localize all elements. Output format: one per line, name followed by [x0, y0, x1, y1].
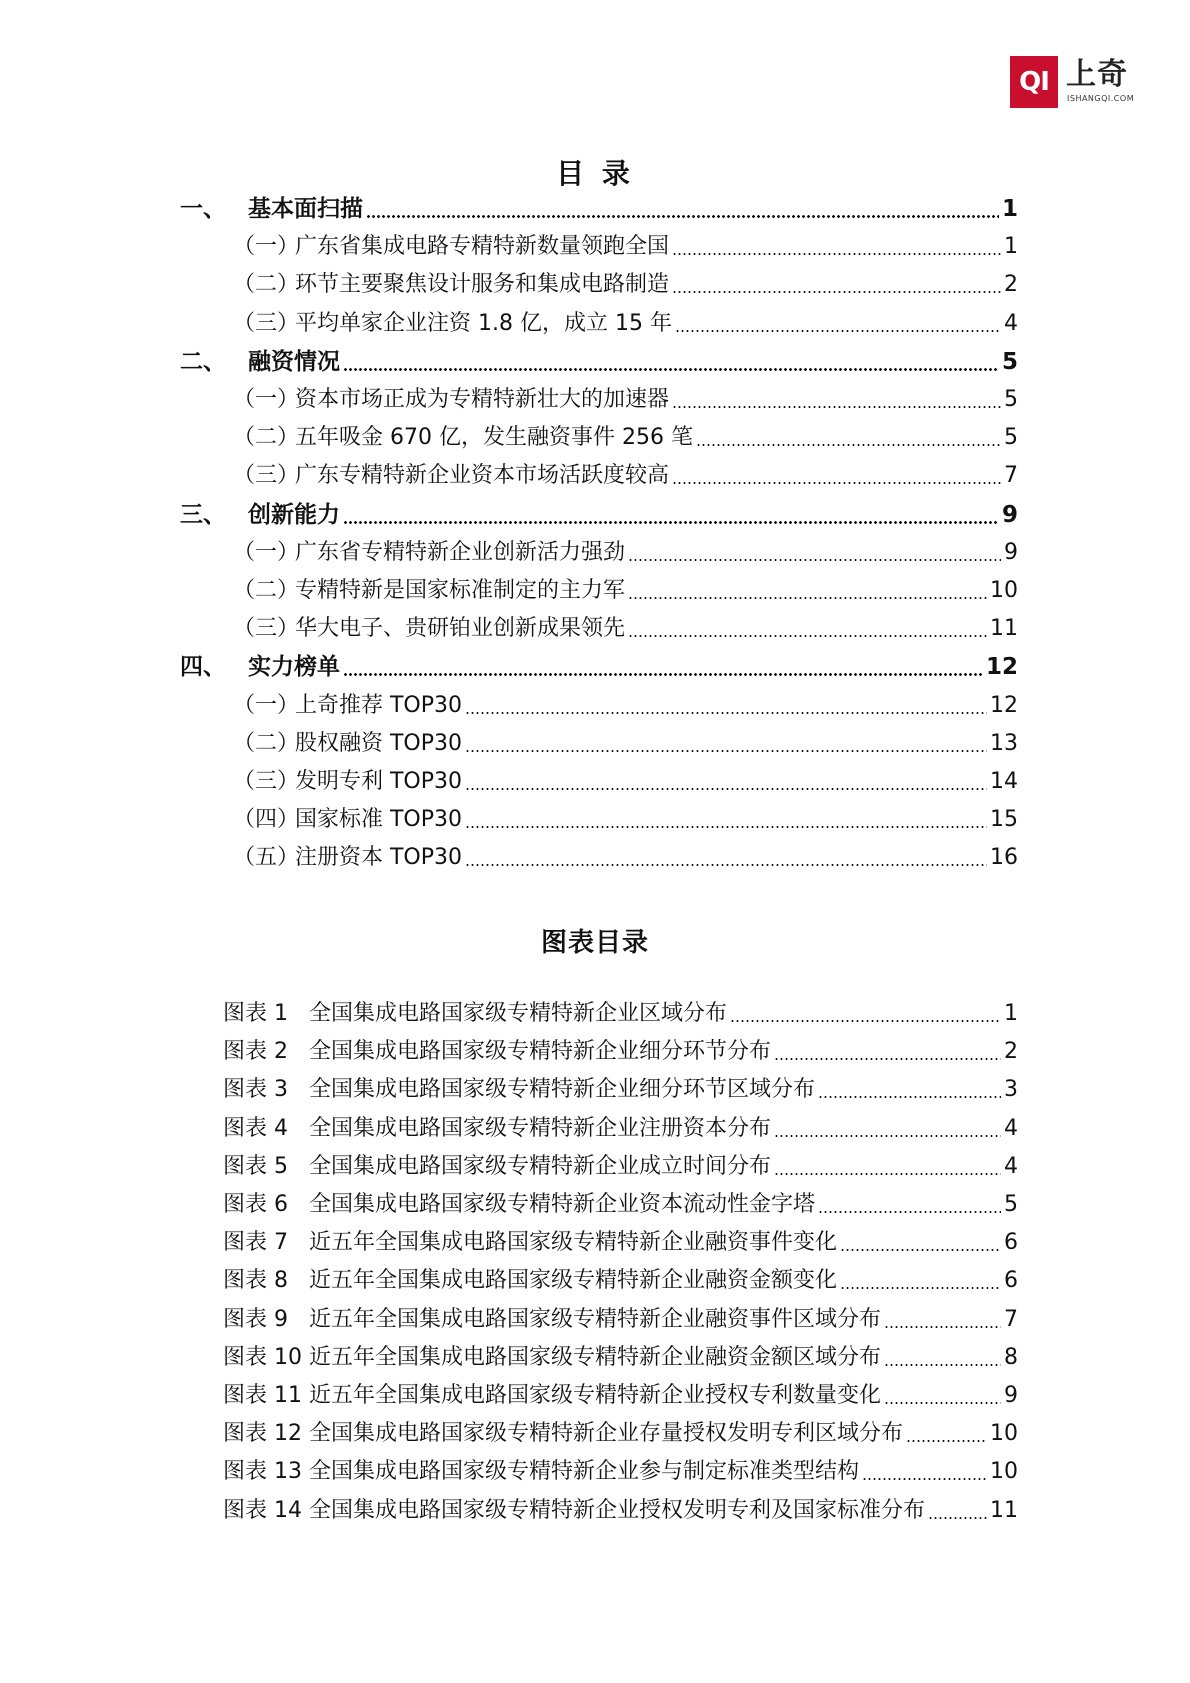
- figure-entry-page: 10: [990, 1421, 1018, 1446]
- toc-subsection-page: 4: [1004, 311, 1018, 336]
- toc-subsection-number: （三）: [233, 463, 300, 488]
- figure-entry-page: 9: [1004, 1383, 1018, 1408]
- toc-section-leader: [343, 521, 999, 524]
- figure-entry-number: 图表 8: [223, 1268, 288, 1293]
- figure-entry-leader: [884, 1402, 1001, 1404]
- figure-entry-label: 近五年全国集成电路国家级专精特新企业融资事件变化: [309, 1230, 838, 1255]
- figure-entry-label: 全国集成电路国家级专精特新企业细分环节区域分布: [309, 1077, 816, 1102]
- figure-entry-leader: [884, 1326, 1001, 1328]
- toc-subsection[interactable]: [233, 618, 1018, 640]
- toc-subsection-page: 15: [990, 807, 1018, 832]
- toc-subsection-label: 平均单家企业注资 1.8 亿，成立 15 年: [295, 311, 672, 336]
- figure-entry[interactable]: [223, 1156, 1018, 1178]
- figure-entry-leader: [840, 1249, 1001, 1251]
- toc-subsection-number: （一）: [233, 387, 300, 412]
- figure-entry-leader: [818, 1096, 1001, 1098]
- toc-subsection-label: 华大电子、贵研铂业创新成果领先: [295, 616, 626, 641]
- toc-subsection-page: 5: [1004, 387, 1018, 412]
- figure-entry-number: 图表 14: [223, 1498, 302, 1523]
- toc-subsection-leader: [465, 712, 987, 714]
- figure-entry-label: 近五年全国集成电路国家级专精特新企业授权专利数量变化: [309, 1383, 882, 1408]
- toc-subsection[interactable]: [233, 695, 1018, 717]
- toc-subsection-page: 7: [1004, 463, 1018, 488]
- figure-entry[interactable]: [223, 1423, 1018, 1445]
- toc-section-page: 12: [985, 654, 1018, 680]
- toc-subsection-number: （五）: [233, 845, 300, 870]
- toc-subsection[interactable]: [233, 542, 1018, 564]
- logo-mark-icon: QI: [1010, 56, 1058, 108]
- figure-entry-label: 全国集成电路国家级专精特新企业注册资本分布: [309, 1116, 772, 1141]
- figure-entry-label: 近五年全国集成电路国家级专精特新企业融资事件区域分布: [309, 1307, 882, 1332]
- company-logo: [1010, 56, 1150, 112]
- toc-subsection-page: 11: [990, 616, 1018, 641]
- figure-entry-label: 全国集成电路国家级专精特新企业成立时间分布: [309, 1154, 772, 1179]
- figure-entry-page: 10: [990, 1459, 1018, 1484]
- toc-section[interactable]: [180, 656, 1018, 679]
- figure-entry-number: 图表 1: [223, 1001, 288, 1026]
- toc-subsection[interactable]: [233, 847, 1018, 869]
- toc-subsection[interactable]: [233, 274, 1018, 296]
- figure-entry-number: 图表 4: [223, 1116, 288, 1141]
- toc-subsection[interactable]: [233, 580, 1018, 602]
- toc-subsection-label: 股权融资 TOP30: [295, 731, 463, 756]
- toc-subsection-number: （三）: [233, 311, 300, 336]
- toc-subsection-number: （三）: [233, 616, 300, 641]
- toc-subsection-label: 环节主要聚焦设计服务和集成电路制造: [295, 272, 670, 297]
- toc-subsection-leader: [672, 482, 1001, 484]
- figure-entry-number: 图表 2: [223, 1039, 288, 1064]
- toc-subsection-leader: [672, 253, 1001, 255]
- toc-section[interactable]: [180, 198, 1018, 221]
- toc-section-page: 9: [1001, 502, 1018, 528]
- toc-subsection[interactable]: [233, 771, 1018, 793]
- figure-entry-leader: [774, 1058, 1001, 1060]
- toc-section-leader: [343, 368, 999, 371]
- toc-section-number: 一、: [180, 196, 226, 222]
- figure-entry[interactable]: [223, 1194, 1018, 1216]
- toc-section-page: 1: [1001, 196, 1018, 222]
- toc-subsection[interactable]: [233, 236, 1018, 258]
- toc-subsection-leader: [465, 750, 987, 752]
- figure-entry-page: 2: [1004, 1039, 1018, 1064]
- figure-entry-page: 11: [990, 1498, 1018, 1523]
- toc-subsection-label: 五年吸金 670 亿，发生融资事件 256 笔: [295, 425, 693, 450]
- figure-entry-leader: [774, 1173, 1001, 1175]
- toc-subsection-leader: [628, 635, 987, 637]
- toc-subsection-label: 上奇推荐 TOP30: [295, 693, 463, 718]
- toc-subsection-page: 10: [990, 578, 1018, 603]
- toc-subsection-label: 广东省集成电路专精特新数量领跑全国: [295, 234, 670, 259]
- figure-entry-label: 全国集成电路国家级专精特新企业存量授权发明专利区域分布: [309, 1421, 904, 1446]
- toc-section[interactable]: [180, 351, 1018, 374]
- toc-subsection-label: 国家标准 TOP30: [295, 807, 463, 832]
- toc-title: 目 录: [556, 157, 634, 190]
- figure-entry-label: 全国集成电路国家级专精特新企业细分环节分布: [309, 1039, 772, 1064]
- toc-subsection[interactable]: [233, 809, 1018, 831]
- toc-section[interactable]: [180, 504, 1018, 527]
- toc-section-number: 四、: [180, 654, 226, 680]
- toc-subsection-label: 广东省专精特新企业创新活力强劲: [295, 540, 626, 565]
- toc-subsection-label: 注册资本 TOP30: [295, 845, 463, 870]
- figure-entry-page: 7: [1004, 1307, 1018, 1332]
- toc-subsection-leader: [672, 291, 1001, 293]
- toc-section-leader: [366, 215, 999, 218]
- figure-entry-leader: [906, 1440, 987, 1442]
- figure-entry-page: 8: [1004, 1345, 1018, 1370]
- figure-entry-leader: [774, 1135, 1001, 1137]
- figure-entry[interactable]: [223, 1385, 1018, 1407]
- toc-subsection[interactable]: [233, 733, 1018, 755]
- toc-subsection-number: （三）: [233, 769, 300, 794]
- toc-section-number: 三、: [180, 502, 226, 528]
- toc-subsection-page: 12: [990, 693, 1018, 718]
- toc-subsection-leader: [628, 559, 1001, 561]
- figure-entry-label: 全国集成电路国家级专精特新企业授权发明专利及国家标准分布: [309, 1498, 926, 1523]
- figure-entry-page: 4: [1004, 1116, 1018, 1141]
- figure-entry[interactable]: [223, 1347, 1018, 1369]
- toc-subsection-label: 广东专精特新企业资本市场活跃度较高: [295, 463, 670, 488]
- figure-entry-page: 5: [1004, 1192, 1018, 1217]
- figure-entry-leader: [884, 1364, 1001, 1366]
- toc-subsection[interactable]: [233, 389, 1018, 411]
- toc-subsection-label: 专精特新是国家标准制定的主力军: [295, 578, 626, 603]
- figure-entry-number: 图表 12: [223, 1421, 302, 1446]
- toc-subsection-leader: [696, 444, 1001, 446]
- toc-subsection[interactable]: [233, 465, 1018, 487]
- figure-entry-leader: [928, 1517, 987, 1519]
- toc-subsection-number: （一）: [233, 540, 300, 565]
- toc-subsection[interactable]: [233, 427, 1018, 449]
- figure-entry-label: 全国集成电路国家级专精特新企业资本流动性金字塔: [309, 1192, 816, 1217]
- figure-entry-number: 图表 5: [223, 1154, 288, 1179]
- figure-entry-leader: [818, 1211, 1001, 1213]
- toc-section-page: 5: [1001, 349, 1018, 375]
- figure-entry-number: 图表 6: [223, 1192, 288, 1217]
- figure-entry-page: 3: [1004, 1077, 1018, 1102]
- toc-subsection-label: 资本市场正成为专精特新壮大的加速器: [295, 387, 670, 412]
- figure-entry[interactable]: [223, 1003, 1018, 1025]
- toc-subsection-leader: [465, 788, 987, 790]
- toc-subsection-leader: [628, 597, 987, 599]
- figure-entry-label: 近五年全国集成电路国家级专精特新企业融资金额变化: [309, 1268, 838, 1293]
- toc-subsection-number: （二）: [233, 425, 300, 450]
- logo-sub: ISHANGQI.COM: [1067, 94, 1135, 103]
- figure-list-title: 图表目录: [540, 928, 649, 958]
- toc-subsection-page: 9: [1004, 540, 1018, 565]
- figure-entry-number: 图表 10: [223, 1345, 302, 1370]
- toc-subsection-number: （四）: [233, 807, 300, 832]
- toc-section-number: 二、: [180, 349, 226, 375]
- figure-entry-leader: [862, 1478, 987, 1480]
- figure-entry-leader: [730, 1020, 1001, 1022]
- figure-entry-page: 6: [1004, 1268, 1018, 1293]
- figure-entry[interactable]: [223, 1041, 1018, 1063]
- figure-entry-number: 图表 9: [223, 1307, 288, 1332]
- figure-entry-page: 4: [1004, 1154, 1018, 1179]
- figure-entry[interactable]: [223, 1309, 1018, 1331]
- toc-subsection[interactable]: [233, 313, 1018, 335]
- figure-entry[interactable]: [223, 1079, 1018, 1101]
- figure-entry-number: 图表 13: [223, 1459, 302, 1484]
- toc-section-leader: [343, 673, 983, 676]
- figure-entry-page: 6: [1004, 1230, 1018, 1255]
- toc-subsection-label: 发明专利 TOP30: [295, 769, 463, 794]
- toc-subsection-number: （一）: [233, 234, 300, 259]
- toc-subsection-page: 13: [990, 731, 1018, 756]
- figure-entry[interactable]: [223, 1500, 1018, 1522]
- figure-entry-label: 近五年全国集成电路国家级专精特新企业融资金额区域分布: [309, 1345, 882, 1370]
- toc-section-label: 融资情况: [248, 349, 340, 375]
- toc-section-label: 创新能力: [248, 502, 340, 528]
- figure-entry-leader: [840, 1287, 1001, 1289]
- figure-entry[interactable]: [223, 1461, 1018, 1483]
- toc-subsection-page: 5: [1004, 425, 1018, 450]
- logo-name: 上奇: [1066, 57, 1128, 92]
- toc-subsection-page: 14: [990, 769, 1018, 794]
- toc-subsection-number: （一）: [233, 693, 300, 718]
- figure-entry-number: 图表 7: [223, 1230, 288, 1255]
- toc-subsection-page: 16: [990, 845, 1018, 870]
- figure-entry-label: 全国集成电路国家级专精特新企业区域分布: [309, 1001, 728, 1026]
- toc-section-label: 基本面扫描: [248, 196, 363, 222]
- figure-entry[interactable]: [223, 1232, 1018, 1254]
- toc-section-label: 实力榜单: [248, 654, 340, 680]
- figure-entry-page: 1: [1004, 1001, 1018, 1026]
- toc-subsection-page: 2: [1004, 272, 1018, 297]
- figure-entry-number: 图表 11: [223, 1383, 302, 1408]
- figure-entry[interactable]: [223, 1118, 1018, 1140]
- toc-subsection-page: 1: [1004, 234, 1018, 259]
- toc-subsection-leader: [465, 864, 987, 866]
- toc-subsection-leader: [672, 406, 1001, 408]
- toc-subsection-number: （二）: [233, 272, 300, 297]
- toc-subsection-number: （二）: [233, 578, 300, 603]
- toc-subsection-leader: [465, 826, 987, 828]
- figure-entry-number: 图表 3: [223, 1077, 288, 1102]
- figure-entry-label: 全国集成电路国家级专精特新企业参与制定标准类型结构: [309, 1459, 860, 1484]
- toc-subsection-leader: [675, 330, 1001, 332]
- figure-entry[interactable]: [223, 1270, 1018, 1292]
- toc-subsection-number: （二）: [233, 731, 300, 756]
